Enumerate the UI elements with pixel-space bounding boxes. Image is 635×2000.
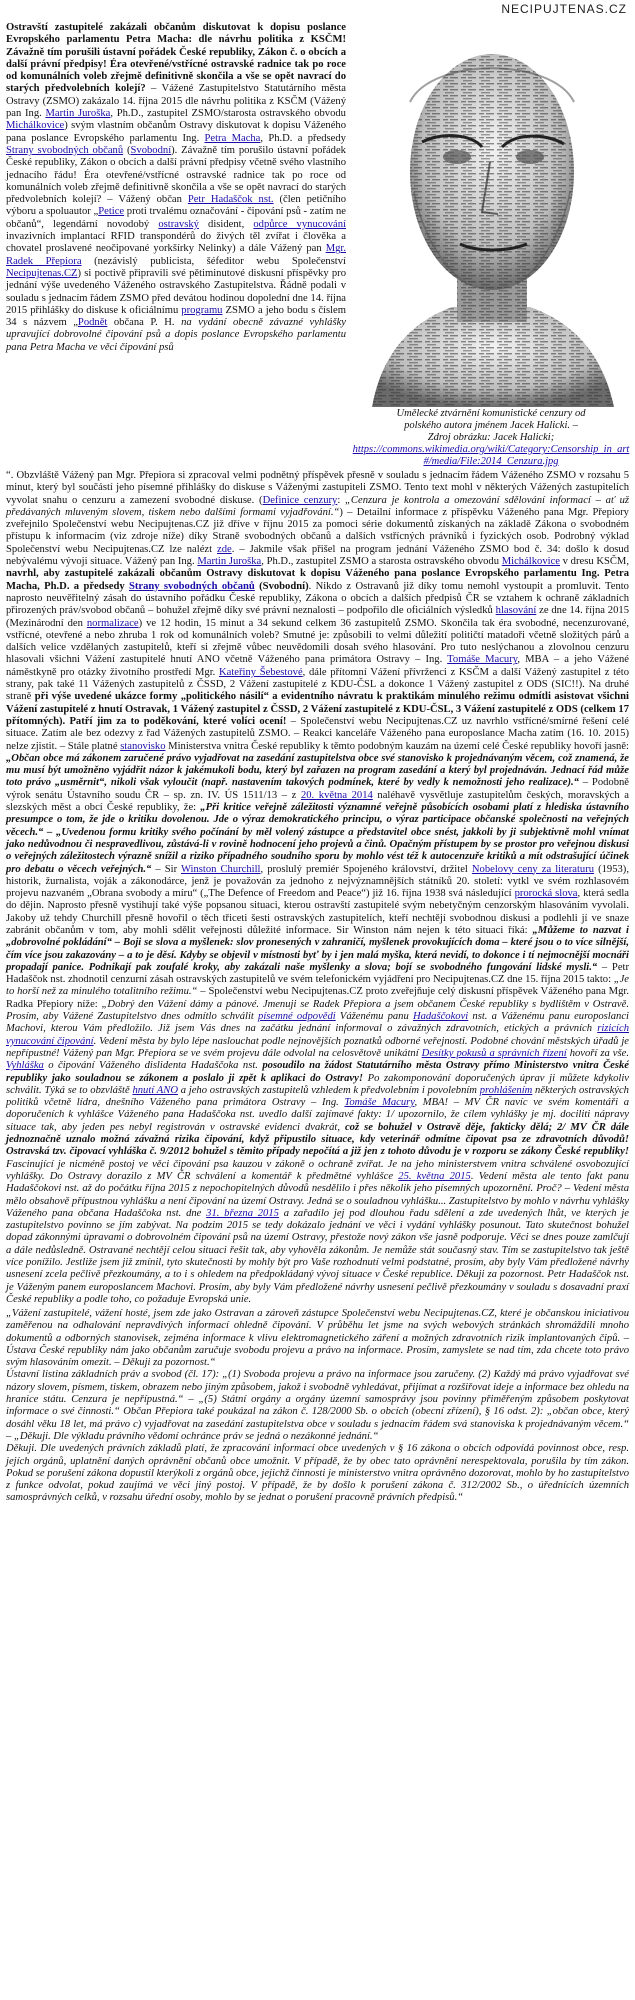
text: (nezávislý publicista, šéfeditor webu Společenství (81, 255, 346, 267)
text: naléhavě vysvětluje zastupitelům českých, moravských a slezských měst a obcí České republiky, že: (6, 789, 629, 814)
link-svobodni-short[interactable]: Svobodní (130, 144, 172, 156)
closing-paragraph: „Vážení zastupitelé, vážení hosté, jsem zde jako Ostravan a zároveň zástupce Společenství webu Necipujtenas.CZ, které je občanskou iniciativou zaměřenou na odhalování nepravdivých informací ohledně čipování. V průběhu let jsme na svých webových stránkách shromáždili mnoho dokumentů a odborných stanovisek, zejména informace k vlivu elektromagnetického záření a možných zdravotních rizik implantovaných čipů. – Ústava České republiky nám jako občanům zaručuje svobodu projevu a právo na informace. Prosím, zamyslete se nad tím, zda chcete toto právo svým hlasováním omezit. – Děkuji za pozornost.“ (6, 1308, 629, 1369)
link-25-kvetna[interactable]: 25. května 2015 (398, 1170, 471, 1182)
link-programu[interactable]: programu (181, 304, 223, 316)
link-vyhlaska[interactable]: Vyhláška (6, 1060, 44, 1072)
link-ostravsky[interactable]: ostravský (158, 218, 199, 230)
link-prohlasenim[interactable]: prohlášením (479, 1084, 533, 1096)
closing-paragraph: Děkuji. Dle uvedených právních základů platí, že zpracování informací obce uvedených v § 16 zákona o obcích odpovídá povinnost obce, resp. jejích orgánů, uplatnění daných oprávnění občanů obce umožnit. V případě, že by obec tato oprávnění nerespektovala, porušila by tím zákon. Pokud se porušení zákona dopustil kterýkoli z orgánů obce, jejichž činnosti je ministerstvo vnitra oprávněno dozorovat, mohlo by ho zastupitelstvo z funkce odvolat, pokud zaujímá ve věci jiný postoj. V případě, že by došlo k porušení zákona č. 312/2002 Sb., o úřednících územních samosprávných celků, v rozsahu úřední osoby, mohlo by se jednat o porušení pracovně právních předpisů.“ (6, 1443, 629, 1504)
caption-line: Zdroj obrázku: Jacek Halicki; (427, 432, 555, 443)
link-juroska[interactable]: Martin Juroška (45, 108, 111, 120)
censored-head-illustration (352, 22, 630, 407)
text: Ministerstva vnitra České republiky k těmto podobným kauzám na území celé České republiky hovoří jasně: (165, 740, 629, 752)
prepiora-speech: Vážený pan Mgr. Přepiora se ve svém projevu dále odvolal na celosvětově unikátní (59, 1047, 422, 1059)
link-pisemne-odpovedi[interactable]: písemné odpovědi (258, 1011, 336, 1023)
text: – Sir (151, 863, 181, 875)
article-closing (6, 1308, 629, 1505)
churchill-quote: „Můžeme to nazvat i „dobrovolné pokládání“ – Boji se slova a myšlenek: slov pronesených v zahraničí, myšlenek provokujících doma – které jsou o to více silnější, čím více jsou zakazovány – a to je děsí. Kdyby se objevil v místnosti byť by i jen malá myška, která nevidí, to dokonce i tí nejmocnější mocnáři propadají panice. Podnikají pak zoufalé kroky, aby zakázali naše myšlenky a slova; bojí se svobodného fungování lidské mysli.“ (6, 924, 629, 973)
link-svobodni[interactable]: Strany svobodných občanů (6, 144, 124, 156)
link-zde[interactable]: zde (217, 543, 232, 555)
prepiora-speech: . Vedení města ale tento fakt panu Hadaščokovi nst. až do počátku října 2015 z nepochopitelných důvodů nesdělilo i přes několik jeho písemných upozornění. Proč? – Vedení města mělo obsahově přípustnou vyhlášku a není čipování na území Ostravy. Jedná se o souladnou vyhlášku... Zastupitelstvo by mohlo v návrhu vyhlášky Váženého pana občana Hadaščoka nst. dne (6, 1170, 629, 1219)
prepiora-speech: některých ostravských politiků včetně lídra, dnešního Váženého pana primátora Ostravy – Ing. (6, 1084, 629, 1109)
link-petice[interactable]: Petice (98, 206, 125, 218)
link-20-kvetna[interactable]: 20. května 2014 (300, 789, 373, 801)
text: , Ph.D. a předsedy (260, 132, 346, 144)
prepiora-speech: Váženému panu (335, 1011, 413, 1023)
link-prorocka-slova[interactable]: prorocká slova (514, 888, 578, 900)
text: ) si poctivě připravili své pětiminutové diskusní příspěvky pro jednání výše uvedeného Váženého ostravského Zastupitelstva. Řádně podali v souladu s jednacím řádem ZSMO před devátou hodinou dopolední dne 14. října 2015 přihlášky do diskuse k oficiálnímu (6, 267, 346, 316)
link-definice-cenzury[interactable]: Definice cenzury (262, 494, 338, 506)
text: proti trvalému označování - čipování psů - zatím ne občanů“, legendární novodobý (6, 206, 346, 230)
prepiora-speech: Fascinující je nicméně postoj ve věci čipování psa kauzou v zákoně o ochraně zvířat. Je na jeho ministerstvem vnitra schválené osvobozující vyhlášky. Do Ostravy dorazilo z MV ČR schválení a komentář k předmětné vyhlášce (6, 1158, 629, 1182)
text: – Společenství webu Necipujtenas.CZ proto zveřejňuje celý diskusní příspěvek Váženého pana Mgr. Radka Přepiory níže: (6, 986, 629, 1010)
court-quote: „Při kritice veřejně záležitosti významné veřejně působících osobami platí z hlediska ústavního presumpce o tom, že jde o kritiku dovolenou. Jde o výraz demokratického principu, o výraz participace občanské společnosti na veřejných věcech.“ – „Uvedenou formu kritiky svého počínání by měl volený zástupce a představitel obce snést, jakkoli by ji subjektivně mohl vnímat jako nedůvodnou či nespravedlivou, zůstává-li v rovině hodnocení jeho projevů a činů. Opačným přístupem by se prostor pro veřejnou diskusi o veřejných záležitostech výrazně snížil a riziko případného soudního sporu by mohlo vést též k autocenzuře kritiků a mít odstrašující účinek pro debatu o věcech veřejných.“ (6, 802, 629, 875)
link-svobodni-3[interactable]: Strany svobodných občanů (128, 580, 255, 592)
link-sebestova[interactable]: Kateřiny Šebestové (218, 666, 303, 678)
text: v dresu KSČM, (559, 556, 629, 568)
bold-text: při výše uvedené ukázce formy „politického násilí“ a evidentního návratu k praktikám minulého režimu odmítli asistovat všichni Vážení zastupitelé z hnutí Ostravak, 1 Vážený zastupitel z ČSSD, 2 Vážení zastupitelé z KDU-ČSL, 3 Vážení zastupitelé z ODS (celkem 17 přítomných). Patří jim za to poděkování, které volíci ocení! (6, 691, 629, 727)
link-hlasovani[interactable]: hlasování (495, 605, 537, 617)
link-hadascok[interactable]: Petr Hadaščok nst. (187, 194, 274, 206)
body-paragraph (6, 470, 629, 1306)
text: , dále přítomní Vážení přívrženci z KSČM a další Vážený zastupitel z této strany, pak také 11 Vážených zastupitelů z ČSSD, 2 Vážení zastupitelé z KDU-ČSL a dokonce 1 Vážený zastupitel z ODS (SIC!!). Na druhé straně (6, 666, 629, 703)
text: ). Závažně tím porušilo ústavní pořádek České republiky, Zákon o obcích a další právní předpisy včetně svého vlastního jednacího řádu! Éra otevřené/vstřícné ostravské radnice tak po roce od komunálních voleb zřejmě definitivně skončila a vše se opět navrací do starých předvolebních kolejí? – Vážený občan (6, 144, 346, 206)
text: invazivních implantací RFID transpondérů do živých těl zvířat i člověka a chovatel proslavené neočipované yorkšírky Nelinky) a dále Vážený pan (6, 231, 346, 255)
text: (člen petičního výboru a spoluautor „ (6, 194, 346, 218)
text: , která sedla do dějin. Naprosto přesně vystihují také výše popsanou situaci, kterou ostravští zastupitelé svým nebetyčným cenzorským hlasováním vyvolali. Jakoby už tehdy Churchill přesně hovořil o těch třiceti šesti ostravských zastupitelích, kteří nechtějí svobodnou diskusi a podlehli jí ve snaze zabránit občanům v tom, aby mohli sdělit veřejnosti důležité informace. Sir Winston nám nejen k této situaci říká: (6, 888, 629, 936)
prepiora-speech: . Vedení města by bylo lépe naslouchat podle nejnovějších poznatků odborné veřejnosti. Podobné chování městských úřadů je nepřípustné! (6, 1035, 629, 1059)
prepiora-speech: „Dobrý den Vážení dámy a pánové. Jmenuji se Radek Přepiora a jsem občanem České republiky s bydlištěm v Ostravě. Prosím, aby Vážené Zastupitelstvo dnes odmítlo schválit (6, 998, 629, 1023)
link-churchill[interactable]: Winston Churchill (180, 863, 261, 875)
text: – Petr Hadaščok nst. zhodnotil cenzurní zásah ostravských zastupitelů ve svém telefonickém vyjádření pro Necipujtenas.CZ dne 15. října 2015 takto: (6, 961, 629, 986)
link-hadascokovi[interactable]: Hadaščokovi (412, 1011, 469, 1023)
text: . Nikdo z Ostravanů již díky tomu nemohl vystoupit a promluvit. Tento naprosto neuvěřitelný zásah do ústavního pořádku České republiky, Zákona o obcích a dalších předpisů ČR se vztahem k ochraně základních přirozených práv/svobod občanů – bohužel zřejmě díky své právní neznalosti – podpořilo dle oficiálních výsledků (6, 580, 629, 617)
text: (1953), historik, žurnalista, voják a zákonodárce, jenž je považován za jednoho z nejvýznamnějších státníků 20. století: vytkl ve svém rozhlasovém projevu nazvaném „Obrana svobody a míru“ („The Defence of Freedom and Peace“) již 16. října 1938 svá následující (6, 863, 629, 900)
text: ( (123, 144, 131, 156)
link-necipujtenas[interactable]: Necipujtenas.CZ (6, 267, 78, 279)
prepiora-speech: Jestliže jsem již zmínil, tyto skutečnosti by mohly být pro Vaše rozhodnutí velmi podstatné, prosím, aby byly Vám předložené návrhy usnesení zcela pečlivě přezkoumány, a to i s ohledem na předpokládaný vývoj situace v České republice. Děkuji za pozornost. Petr Hadaščok nst. je Váženým panem europoslancem Machovi. Prosím, aby byly Vám předložené návrhy usnesení pečlivě přezkoumány v souladu s dosavadní praxí České republiky a podle toho, co požaduje Evropská unie. (6, 1257, 629, 1305)
lead-headline: Ostravští zastupitelé zakázali občanům diskutovat k dopisu poslance Evropského parlamentu Petra Macha: dle návrhu politika z KSČM! Závažně tím porušili ústavní pořádek České republiky, Zákon č. o obcích a další právní předpisy! Éra otevřené/vstřícné ostravské radnice tak po roce od komunálních voleb zřejmě definitivně skončila a vše se opět navrací do starých předvolebních kolejí? (6, 22, 346, 95)
image-source-link[interactable]: https://commons.wikimedia.org/wiki/Category:Censorship_in_art#/media/File:2014_Cenzura.jpg (352, 444, 630, 467)
text: ) ve 12 hodin, 15 minut a 34 sekund celkem 36 zastupitelů ZSMO. Skončila tak éra svobodné, necenzurované, vstřícné, otevřené a nebo zhruba 1 rok od komunálních voleb? Smutné je: způsobili to velmi důležití političtí matadoři včetně složitých párů a dalších velice vzdělaných zastupitelů, kteří si zřejmě vůbec neuvědomili dosah svého hlasování. Pro tuto neslýchanou a zlovolnou cenzuru hlasovali všichni Vážení zastupitelé hnutí ANO včetně Váženého pana primátora Ostravy – Ing. (6, 617, 629, 666)
lead-paragraph (6, 22, 346, 354)
bold-text: navrhl, aby zastupitelé zakázali občanům Ostravy diskutovat k dopisu Váženého pana poslance Evropského parlamentu Ing. Petra Macha, Ph.D. a předsedy (6, 568, 629, 592)
link-31-brezna[interactable]: 31. března 2015 (206, 1207, 279, 1219)
link-hnuti-ano[interactable]: hnutí ANO (132, 1084, 178, 1096)
link-odpurce[interactable]: odpůrce vynucování (253, 218, 346, 230)
article-column (6, 22, 346, 354)
text: : (337, 494, 346, 506)
text: – Vážené Zastupitelstvo Statutárního města Ostravy (ZSMO) zakázalo 14. října 2015 dle návrhu politika z KSČM (Vážený pan Ing. (6, 83, 346, 120)
link-stanovisko[interactable]: stanovisko (120, 740, 166, 752)
link-macura[interactable]: Tomáše Macury (447, 654, 518, 666)
prepiora-speech: Po zakomponování doporučených úprav ji můžete kdykoliv schválit. Týká se to obzvláště (6, 1072, 629, 1096)
prepiora-speech: , MBA! – MV ČR navíc ve svém komentáři a doporučeních k vyhlášce Váženého pana Hadaščoka nst. uvedlo další zajímavé fakty: 1/ upozornilo, že cílem vyhlášky je mj. dociliti nápravy situace tak, aby jeden pes nebyl (6, 1097, 629, 1133)
hadascok-quote: „Je to horší než za minulého totalitního režimu.“ (6, 974, 629, 998)
bold-text: (Svobodní) (254, 580, 309, 592)
text: ze dne 14. října 2015 (Mezinárodní den (6, 605, 629, 629)
prepiora-speech: hovoří za vše. (566, 1047, 629, 1059)
prepiora-speech: o čipování Váženého dislidenta Hadaščoka nst. (43, 1060, 263, 1072)
link-michalkovice[interactable]: Michálkovice (6, 120, 65, 132)
text: občana P. H. (107, 317, 182, 329)
text: ) – Detailní informace z příspěvku Váženého pana Mgr. Přepiory zveřejnilo Společenství webu Necipujtenas.CZ již dříve v říjnu 2015 za pomoci série dokumentů získaných na základě Zákona o svobodném přístupu k informacím (viz zdroje níže) díky Straně svobodných občanů a dalších vstřícných právníků i fyzických osob. Podrobný výklad Společenství webu Necipujtenas.CZ lze nalézt (6, 506, 629, 555)
link-rizicich[interactable]: rizicích vynucování čipování (6, 1023, 629, 1047)
text: ) svým vlastním občanům Ostravy diskutovat k dopisu Váženého pana poslance Evropského parlamentu Ing. (6, 120, 346, 144)
text: , Ph.D., zastupitel ZSMO/starosta ostravského obvodu (110, 108, 346, 120)
figure-caption (352, 408, 630, 468)
text: – Společenství webu Necipujtenas.CZ uz navrhlo vstřícné/smírné řešení celé situace. Zatím ale bez odezvy z řad Vážených zastupitelů ZSMO. – Reakci kanceláře Váženého pana europoslance Macha zatím (16. 10. 2015) nelze zjistit. – Stále platné (6, 715, 630, 752)
link-michalkovice-2[interactable]: Michálkovice (501, 556, 560, 568)
text: “. Obzvláště Vážený pan Mgr. Přepiora si zpracoval velmi podnětný příspěvek přesně v souladu s jednacím řádem Váženého ZSMO v rozsahu 5 minut, který byl součástí jeho písemné přihlášky do diskuse s Váženými zastupiteli ZSMO. Tento text mohl v některých Vážených zastupitelích vyvolat snahu o cenzuru a zamezení svobodné diskuse. ( (6, 470, 629, 506)
caption-line: Umělecké ztvárnění komunistické cenzury od (396, 408, 586, 419)
link-normalizace[interactable]: normalizace (86, 617, 139, 629)
link-juroska-2[interactable]: Martin Juroška (197, 556, 262, 568)
caption-line: polského autora jménem Jacek Halicki. – (404, 420, 578, 431)
text: , MBA – a jeho Vážené náměstkyně pro otázky životního prostředí Mgr. (6, 654, 630, 678)
ministry-findings: což se bohužel v Ostravě děje, fakticky dělá; 2/ MV ČR dále jednoznačně uznalo možná závažná rizika čipování, když připustilo situace, kdy veterinář odmítne čipovat psa ze zdravotních důvodů! Ostravská tzv. čipovací vyhláška č. 9/2012 bohužel s těmito případy nepočítá a již jen z tohoto důvodu je v rozporu se zákony České republiky! (6, 1121, 629, 1158)
article-body (6, 470, 629, 1306)
text: disident, (198, 218, 254, 230)
link-prepiora[interactable]: Mgr. Radek Přepiora (6, 243, 346, 267)
prepiora-speech: Věci se dnes pouze zamlčují a dále nedůsledně. Ostravané nechtějí celou situaci řešit tak, aby vyhověla zákonům. Je nemůže stát současný stav. Tím se zastupitelstvo tak ještě více ponížilo. (6, 1232, 629, 1268)
prepiora-speech: a zařadilo jej pod dlouhou řadu sdělení a zde uvedených lhůt, ve kterých je zastupitelstvo povinno se jím zabývat. Na podzim 2015 se tedy dokázalo jednání ve věci i vydání vyhlášky posunout. Tato skutečnost bohužel dopad zákonnými úpravami o dobrovolném čipování psů na území Ostravy, přestože nový zákon vše jasně podporuje. (6, 1207, 629, 1244)
link-mach[interactable]: Petra Macha (204, 132, 261, 144)
link-podnet[interactable]: Podnět (77, 317, 108, 329)
text: ZSMO a jeho bodu s číslem 34 s názvem „ (6, 304, 346, 329)
ministry-quote: „Občan obce má zákonem zaručené právo vyjadřovat na zasedání zastupitelstva obce své stanovisko k projednávaným věcem, což znamená, že mu musí být umožněno vyjádřit názor k jakémukoli bodu, který byl zařazen na program zasedání a který byl projednáván. Jednací řád může toto právo „usměrnit“, nikoli však vyloučit (např. nastavením takových podmínek, které by vedly k nemožnosti jeho realizace).“ (6, 752, 629, 789)
text: , proslulý premiér Spojeného království, držitel (260, 863, 472, 875)
ministry-approval: posoudilo na žádost Statutárního města Ostravy přímo Ministerstvo vnitra České republiky jako souladnou se zákonem a poslalo ji zpět k aplikaci do Ostravy! (6, 1060, 629, 1084)
prepiora-speech: registrován v ostravské evidenci dvakrát, (156, 1121, 345, 1133)
prepiora-speech: nst. a Váženému panu europoslanci Machovi, kterou Vám předložilo. Již jsem Vás dnes na začátku jednání informoval o závažných zdravotních, etických a právních (6, 1011, 629, 1035)
agenda-item-title: na vydání obecně závazné vyhlášky upravující dobrovolné čipování psů a dopis poslance Evropského parlamentu pana Petra Macha ve věci čipování psů (6, 317, 346, 353)
censorship-artwork (352, 22, 630, 462)
link-desitky[interactable]: Desítky pokusů a správních řízení (421, 1047, 567, 1059)
link-macury[interactable]: Tomáše Macury (344, 1097, 415, 1109)
text: . – Jakmile však přišel na program jednání Váženého ZSMO bod č. 34: došlo k dosud nebývalému vývoji situace. Vážený pan Ing. (6, 543, 630, 568)
site-masthead[interactable]: NECIPUJTENAS.CZ (501, 2, 627, 16)
closing-paragraph: Ústavní listina základních práv a svobod (čl. 17): „(1) Svoboda projevu a právo na informace jsou zaručeny. (2) Každý má právo vyjadřovat své názory slovem, písmem, tiskem, obrazem nebo jiným způsobem, jakož i svobodně vyhledávat, přijímat a rozšiřovat ideje a informace bez ohledu na hranice státu. Cenzura je nepřípustná.“ – „(5) Státní orgány a orgány územní samosprávy jsou povinny přiměřeným způsobem poskytovat informace o své činnosti.“ Občan Přepiora také poukázal na zákon č. 128/2000 Sb. o obcích (obecní zřízení), § 16 odst. 2): „občan obce, který dosáhl věku 18 let, má právo c) vyjadřovat na zasedání zastupitelstva obce v souladu s jednacím řádem svá stanoviska k projednávaným věcem.“ – „Děkuji. Dle výkladu právního vědomí ochránce práv se jedná o nezákonné jednání.“ (6, 1369, 629, 1442)
censorship-definition: „Cenzura je kontrola a omezování sdělování informací – ať už předávaných mluveným slovem, tiskem nebo dalšími formami vyjadřování.“ (6, 494, 629, 518)
link-nobel[interactable]: Nobelovy ceny za literaturu (471, 863, 595, 875)
text: , Ph.D., zastupitel ZSMO a starosta ostravského obvodu (261, 556, 502, 568)
text: – Podobně výrok senátu Ústavního soudu ČR – sp. zn. IV. ÚS 1511/13 – z (6, 777, 630, 801)
prepiora-speech: a jeho ostravských zastupitelů vzhledem k předvolebním i povolebním (177, 1084, 480, 1096)
